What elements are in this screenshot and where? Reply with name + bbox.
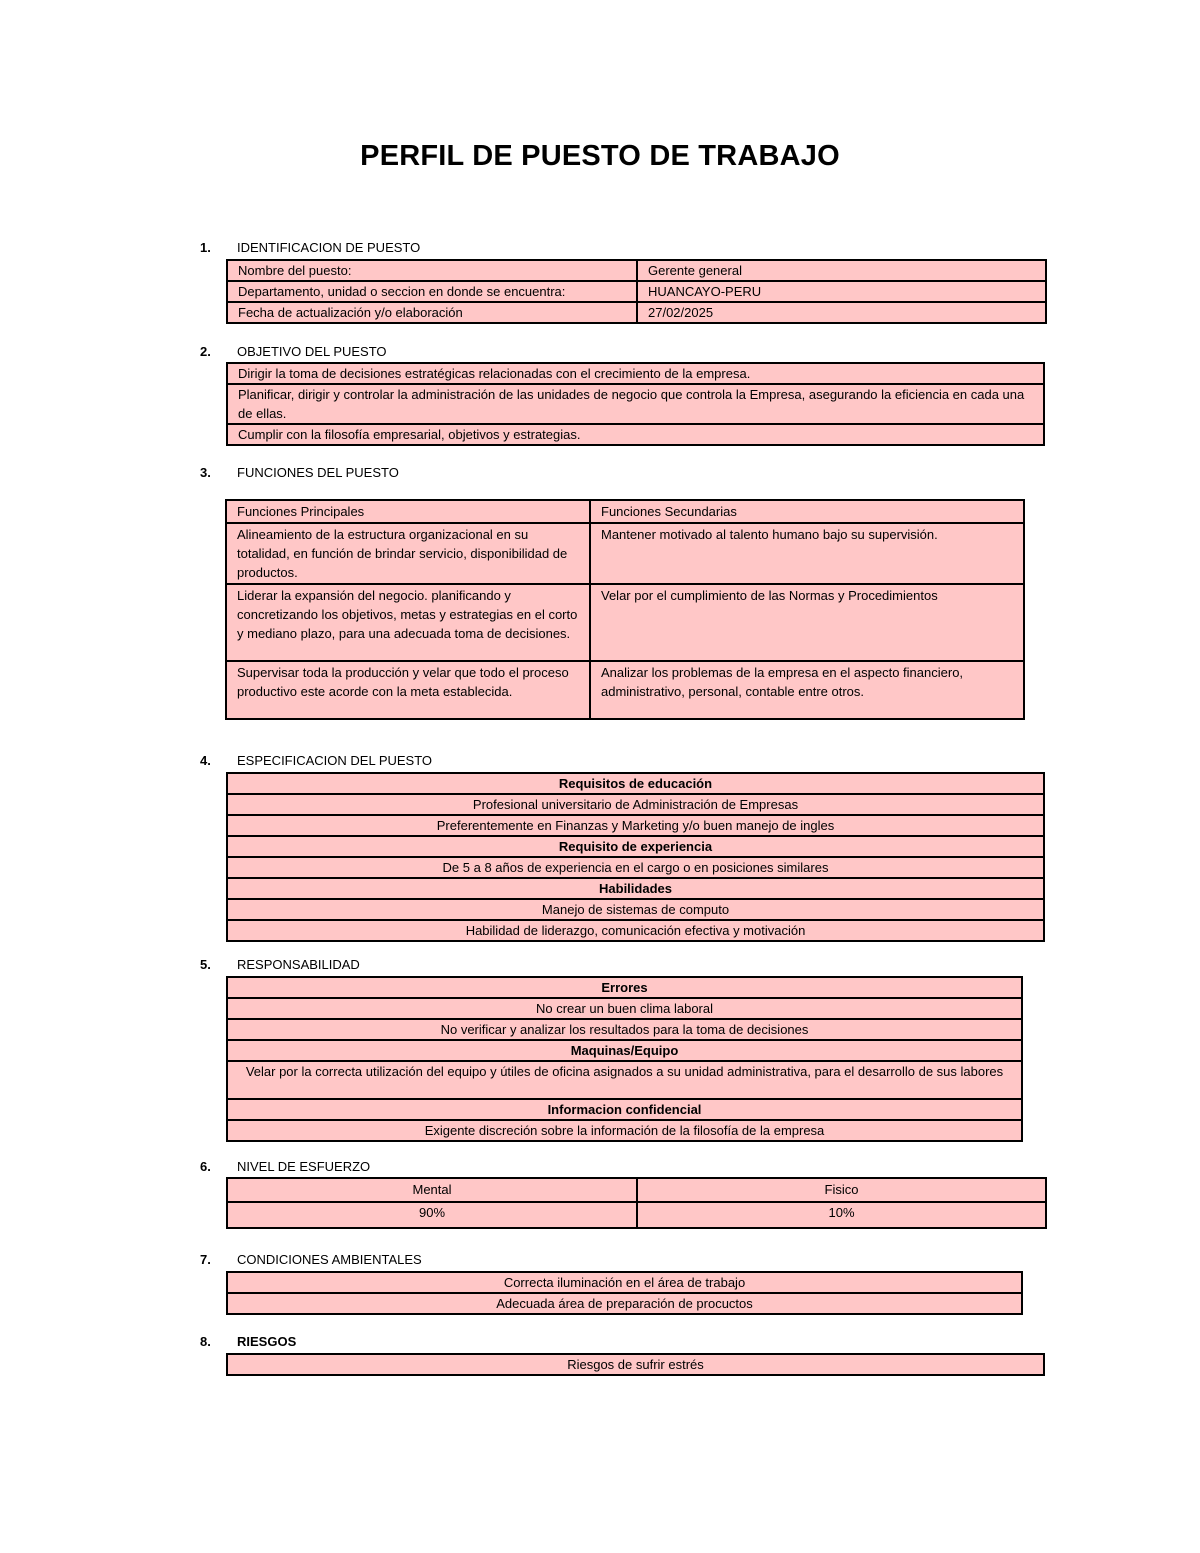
subsection-header: Errores [227, 977, 1022, 998]
table-row [227, 998, 1022, 1019]
section-number: 5. [200, 957, 211, 972]
subsection-header: Habilidades [227, 878, 1044, 899]
table-row [226, 661, 1024, 719]
section-label: CONDICIONES AMBIENTALES [237, 1252, 422, 1267]
secondary-function: Analizar los problemas de la empresa en el aspecto financiero, administrativo, personal, contable entre otros. [590, 661, 1024, 719]
identification-table [226, 259, 1047, 324]
subsection-header: Requisitos de educación [227, 773, 1044, 794]
table-row [227, 1202, 1046, 1228]
requirement-item: Profesional universitario de Administración de Empresas [227, 794, 1044, 815]
primary-function: Liderar la expansión del negocio. planificando y concretizando los objetivos, metas y estrategias en el corto y mediano plazo, para una adecuada toma de decisiones. [226, 584, 590, 661]
column-header: Mental [227, 1178, 637, 1202]
conditions-table [226, 1271, 1023, 1315]
field-label: Fecha de actualización y/o elaboración [227, 302, 637, 323]
requirement-item: De 5 a 8 años de experiencia en el cargo o en posiciones similares [227, 857, 1044, 878]
table-row [227, 1120, 1022, 1141]
objective-item: Cumplir con la filosofía empresarial, objetivos y estrategias. [227, 424, 1044, 445]
section-label: ESPECIFICACION DEL PUESTO [237, 753, 433, 768]
subsection-header: Informacion confidencial [227, 1099, 1022, 1120]
condition-item: Adecuada área de preparación de procuctos [227, 1293, 1022, 1314]
section-number: 2. [200, 344, 211, 359]
section-number: 4. [200, 753, 211, 768]
table-row [227, 977, 1022, 998]
field-value: 27/02/2025 [637, 302, 1046, 323]
section-label: RIESGOS [237, 1334, 297, 1349]
condition-item: Correcta iluminación en el área de trabajo [227, 1272, 1022, 1293]
table-row [227, 1061, 1022, 1099]
secondary-function: Velar por el cumplimiento de las Normas y Procedimientos [590, 584, 1024, 661]
table-row [227, 424, 1044, 445]
section-number: 3. [200, 465, 211, 480]
table-row [227, 1354, 1044, 1375]
table-row [227, 302, 1046, 323]
table-row [227, 878, 1044, 899]
section-label: OBJETIVO DEL PUESTO [237, 344, 387, 359]
effort-table [226, 1177, 1047, 1229]
column-header: Funciones Principales [226, 500, 590, 523]
primary-function: Supervisar toda la producción y velar que todo el proceso productivo este acorde con la meta establecida. [226, 661, 590, 719]
specification-table [226, 772, 1045, 942]
section-number: 1. [200, 240, 211, 255]
table-row [227, 857, 1044, 878]
table-row [227, 1293, 1022, 1314]
effort-value: 10% [637, 1202, 1046, 1228]
responsibility-item: Exigente discreción sobre la información de la filosofía de la empresa [227, 1120, 1022, 1141]
requirement-item: Preferentemente en Finanzas y Marketing y/o buen manejo de ingles [227, 815, 1044, 836]
requirement-item: Manejo de sistemas de computo [227, 899, 1044, 920]
table-row [227, 1019, 1022, 1040]
table-row [227, 794, 1044, 815]
section-number: 8. [200, 1334, 211, 1349]
table-row [227, 920, 1044, 941]
risk-item: Riesgos de sufrir estrés [227, 1354, 1044, 1375]
responsibility-table [226, 976, 1023, 1142]
section-label: RESPONSABILIDAD [237, 957, 360, 972]
objective-item: Dirigir la toma de decisiones estratégicas relacionadas con el crecimiento de la empresa. [227, 363, 1044, 384]
page-title: PERFIL DE PUESTO DE TRABAJO [360, 140, 840, 172]
table-header-row [226, 500, 1024, 523]
section-label: NIVEL DE ESFUERZO [237, 1159, 371, 1174]
field-label: Nombre del puesto: [227, 260, 637, 281]
column-header: Fisico [637, 1178, 1046, 1202]
table-header-row [227, 1178, 1046, 1202]
table-row [227, 836, 1044, 857]
secondary-function: Mantener motivado al talento humano bajo su supervisión. [590, 523, 1024, 584]
table-row [227, 384, 1044, 424]
responsibility-item: Velar por la correcta utilización del equipo y útiles de oficina asignados a su unidad administrativa, para el desarrollo de sus labores [227, 1061, 1022, 1099]
objective-item: Planificar, dirigir y controlar la administración de las unidades de negocio que controla la Empresa, asegurando la eficiencia en cada una de ellas. [227, 384, 1044, 424]
responsibility-item: No verificar y analizar los resultados para la toma de decisiones [227, 1019, 1022, 1040]
table-row [227, 363, 1044, 384]
section-number: 6. [200, 1159, 211, 1174]
table-row [227, 281, 1046, 302]
objective-table [226, 362, 1045, 446]
section-label: IDENTIFICACION DE PUESTO [237, 240, 421, 255]
field-value: Gerente general [637, 260, 1046, 281]
field-value: HUANCAYO-PERU [637, 281, 1046, 302]
field-label: Departamento, unidad o seccion en donde se encuentra: [227, 281, 637, 302]
table-row [227, 260, 1046, 281]
section-label: FUNCIONES DEL PUESTO [237, 465, 399, 480]
table-row [227, 815, 1044, 836]
requirement-item: Habilidad de liderazgo, comunicación efectiva y motivación [227, 920, 1044, 941]
responsibility-item: No crear un buen clima laboral [227, 998, 1022, 1019]
subsection-header: Requisito de experiencia [227, 836, 1044, 857]
table-row [227, 1099, 1022, 1120]
risks-table [226, 1353, 1045, 1376]
primary-function: Alineamiento de la estructura organizacional en su totalidad, en función de brindar servicio, disponibilidad de productos. [226, 523, 590, 584]
effort-value: 90% [227, 1202, 637, 1228]
subsection-header: Maquinas/Equipo [227, 1040, 1022, 1061]
table-row [226, 523, 1024, 584]
table-row [227, 1040, 1022, 1061]
table-row [227, 773, 1044, 794]
table-row [227, 899, 1044, 920]
table-row [226, 584, 1024, 661]
table-row [227, 1272, 1022, 1293]
column-header: Funciones Secundarias [590, 500, 1024, 523]
functions-table [225, 499, 1025, 720]
section-number: 7. [200, 1252, 211, 1267]
